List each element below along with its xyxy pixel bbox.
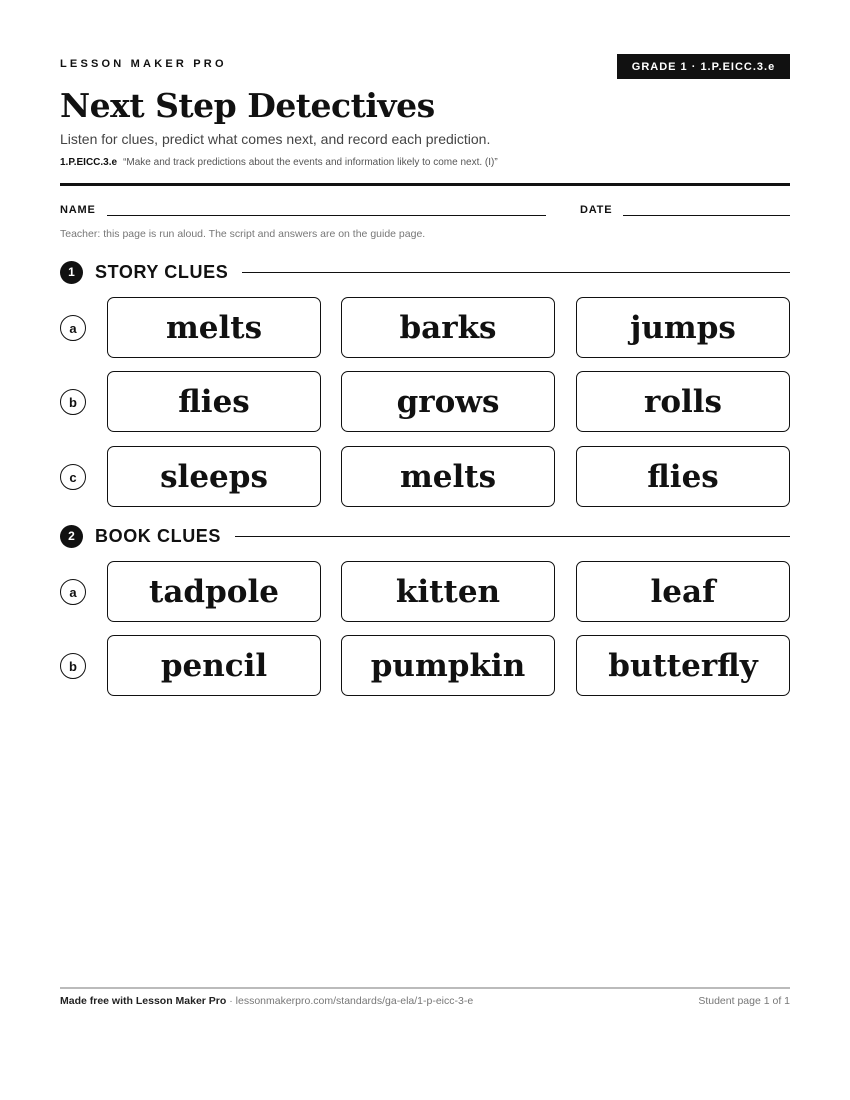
row-letter: b (60, 653, 86, 679)
teacher-note: Teacher: this page is run aloud. The script and answers are on the guide page. (60, 228, 426, 240)
word-card-text: rolls (643, 383, 722, 420)
word-card[interactable] (107, 446, 321, 507)
standard-code: 1.P.EICC.3.e (60, 157, 118, 168)
footer-separator: · (226, 995, 236, 1007)
word-card-text: pumpkin (370, 647, 526, 684)
date-field[interactable] (623, 215, 790, 216)
standard-text: “Make and track predictions about the events and information likely to come next. (I)” (123, 157, 498, 168)
row-letter: a (60, 315, 86, 341)
word-card[interactable] (341, 297, 555, 358)
word-card[interactable] (576, 561, 790, 622)
footer-made-with: Made free with Lesson Maker Pro (60, 995, 227, 1007)
section-number: 1 (60, 261, 83, 284)
word-card[interactable] (107, 371, 321, 432)
section-divider (235, 536, 790, 537)
word-card-text: melts (165, 309, 263, 346)
word-card-text: butterfly (608, 647, 758, 684)
section-divider (242, 272, 790, 273)
word-card[interactable] (576, 371, 790, 432)
word-card[interactable] (107, 561, 321, 622)
name-field[interactable] (107, 215, 546, 216)
word-card[interactable] (341, 635, 555, 696)
row-letter: b (60, 389, 86, 415)
word-card-text: pencil (160, 647, 268, 684)
section-story-clues-header (60, 260, 790, 284)
word-card-text: barks (399, 309, 497, 346)
footer-credit (60, 995, 473, 1007)
date-label: DATE (580, 204, 613, 216)
section-title: STORY CLUES (95, 261, 229, 282)
word-card[interactable] (341, 371, 555, 432)
book-clue-row-a (60, 561, 790, 622)
page-subtitle: Listen for clues, predict what comes next, and record each prediction. (60, 131, 491, 147)
row-letter: a (60, 579, 86, 605)
word-card-text: flies (647, 458, 719, 495)
brand-name: LESSON MAKER PRO (60, 58, 227, 70)
footer-page-number: Student page 1 of 1 (698, 995, 790, 1007)
section-number: 2 (60, 525, 83, 548)
footer-divider (60, 987, 790, 989)
row-letter: c (60, 464, 86, 490)
grade-badge: GRADE 1 · 1.P.EICC.3.e (617, 54, 790, 79)
word-card-text: leaf (650, 573, 716, 610)
book-clue-row-b (60, 635, 790, 696)
story-clue-row-a (60, 297, 790, 358)
section-title: BOOK CLUES (95, 525, 222, 546)
word-card[interactable] (341, 561, 555, 622)
word-card[interactable] (576, 446, 790, 507)
header-divider (60, 183, 790, 186)
word-card-text: tadpole (149, 573, 279, 610)
word-card[interactable] (576, 635, 790, 696)
word-card-text: melts (399, 458, 497, 495)
word-card-text: jumps (630, 309, 736, 346)
story-clue-row-c (60, 446, 790, 507)
word-card[interactable] (341, 446, 555, 507)
word-card[interactable] (107, 635, 321, 696)
story-clue-row-b (60, 371, 790, 432)
word-card-text: grows (396, 383, 500, 420)
word-card[interactable] (107, 297, 321, 358)
word-card[interactable] (576, 297, 790, 358)
section-book-clues-header (60, 524, 790, 548)
word-card-text: sleeps (160, 458, 268, 495)
word-card-text: flies (178, 383, 250, 420)
word-card-text: kitten (395, 573, 501, 610)
standard-line (60, 157, 498, 168)
name-label: NAME (60, 204, 96, 216)
page-title: Next Step Detectives (60, 86, 435, 125)
footer-url-link[interactable]: lessonmakerpro.com/standards/ga-ela/1-p-eicc-3-e (235, 995, 474, 1007)
